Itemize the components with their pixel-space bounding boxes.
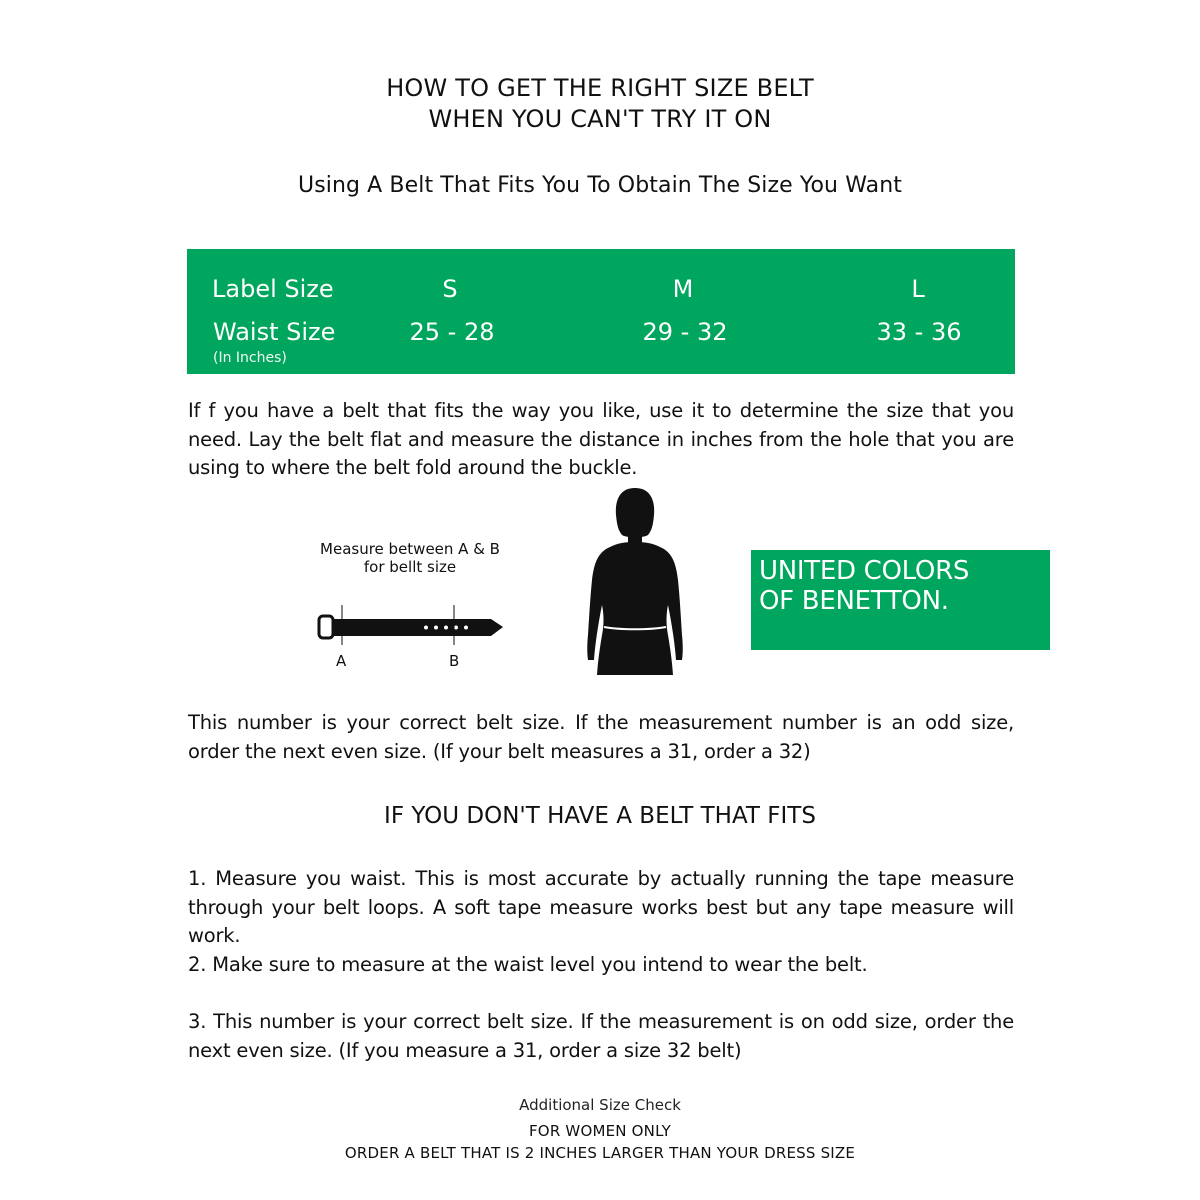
footer-women-only: FOR WOMEN ONLY <box>528 1122 672 1140</box>
page-title <box>0 73 1200 135</box>
step-2: 2. Make sure to measure at the waist level you intend to wear the belt. <box>188 953 868 976</box>
belt-diagram <box>300 540 520 680</box>
size-label-l: L <box>911 275 925 303</box>
waist-range-l: 33 - 36 <box>876 318 962 346</box>
size-label-s: S <box>442 275 458 303</box>
woman-silhouette-icon <box>580 485 690 675</box>
title-line-1: HOW TO GET THE RIGHT SIZE BELT <box>386 74 814 102</box>
waist-size-header: Waist Size <box>213 318 336 346</box>
size-table <box>187 249 1015 374</box>
belt-caption-line-2: for bellt size <box>363 558 457 576</box>
waist-range-s: 25 - 28 <box>409 318 495 346</box>
size-label-m: M <box>672 275 694 303</box>
waist-range-m: 29 - 32 <box>642 318 728 346</box>
result-paragraph: This number is your correct belt size. If the measurement number is an odd size, order the next even size. (If your belt measures a 31, order a 32) <box>188 711 1014 763</box>
belt-caption-line-1: Measure between A & B <box>320 540 500 558</box>
title-line-2: WHEN YOU CAN'T TRY IT ON <box>428 105 772 133</box>
brand-line-2: OF BENETTON. <box>759 586 949 616</box>
brand-logo <box>751 550 1050 650</box>
step-3: 3. This number is your correct belt size. If the measurement is on odd size, order the next even size. (If you measure a 31, order a size 32 belt) <box>188 1010 1014 1062</box>
label-size-header: Label Size <box>212 275 334 303</box>
footer-size-check: Additional Size Check <box>519 1096 681 1114</box>
point-b-label: B <box>449 652 460 670</box>
step-1: 1. Measure you waist. This is most accurate by actually running the tape measure through your belt loops. A soft tape measure works best but any tape measure will work. <box>188 867 1014 947</box>
intro-paragraph: If f you have a belt that fits the way you like, use it to determine the size that you need. Lay the belt flat and measure the distance in inches from the hole that you are using to where the belt fold around the buckle. <box>188 399 1014 479</box>
brand-line-1: UNITED COLORS <box>759 556 970 586</box>
waist-unit-note: (In Inches) <box>213 350 287 366</box>
footer-order-note: ORDER A BELT THAT IS 2 INCHES LARGER THAN YOUR DRESS SIZE <box>344 1144 856 1162</box>
section-heading: IF YOU DON'T HAVE A BELT THAT FITS <box>384 803 816 829</box>
belt-icon <box>300 540 520 680</box>
page-subtitle: Using A Belt That Fits You To Obtain The Size You Want <box>298 173 902 198</box>
point-a-label: A <box>336 652 347 670</box>
